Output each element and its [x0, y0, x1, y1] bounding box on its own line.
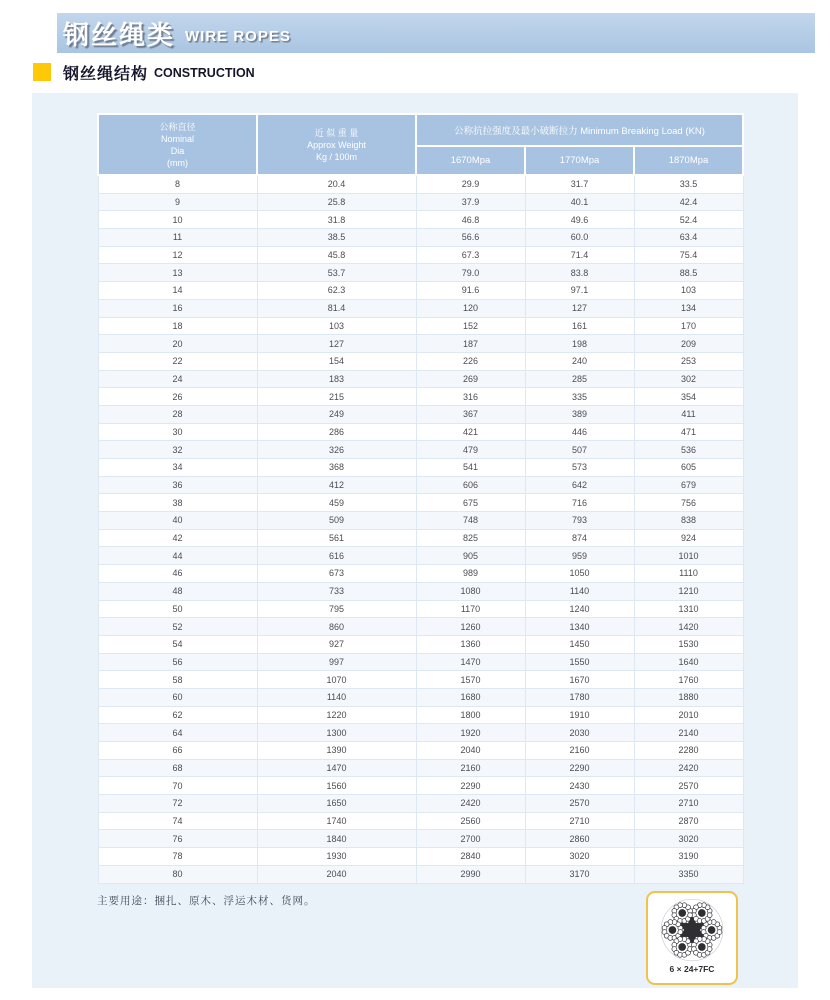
table-row [98, 812, 743, 830]
table-row [98, 246, 743, 264]
cell-diameter: 24 [98, 370, 257, 388]
cell-mbl-1770: 3020 [525, 848, 634, 866]
cell-diameter: 58 [98, 671, 257, 689]
cell-diameter: 66 [98, 742, 257, 760]
col-header-breaking-load: 公称抗拉强度及最小破断拉力 Minimum Breaking Load (KN) [416, 114, 743, 146]
cell-diameter: 40 [98, 512, 257, 530]
cell-mbl-1870: 1310 [634, 600, 743, 618]
cell-mbl-1870: 2870 [634, 812, 743, 830]
cell-mbl-1770: 2160 [525, 742, 634, 760]
cell-mbl-1670: 37.9 [416, 193, 525, 211]
cell-mbl-1770: 97.1 [525, 282, 634, 300]
section-title-en: CONSTRUCTION [154, 66, 255, 80]
cell-diameter: 8 [98, 175, 257, 193]
diameter-header-en2: Dia [170, 145, 185, 156]
cell-diameter: 64 [98, 724, 257, 742]
table-row [98, 671, 743, 689]
table-row [98, 529, 743, 547]
cell-diameter: 50 [98, 600, 257, 618]
cell-mbl-1770: 1910 [525, 706, 634, 724]
col-header-grade-1870: 1870Mpa [634, 146, 743, 175]
cell-mbl-1870: 2710 [634, 795, 743, 813]
cell-mbl-1770: 1450 [525, 635, 634, 653]
cell-mbl-1870: 33.5 [634, 175, 743, 193]
cell-weight: 20.4 [257, 175, 416, 193]
cell-mbl-1770: 71.4 [525, 246, 634, 264]
cell-mbl-1670: 316 [416, 388, 525, 406]
cell-diameter: 14 [98, 282, 257, 300]
cell-diameter: 18 [98, 317, 257, 335]
table-row [98, 405, 743, 423]
cell-mbl-1670: 152 [416, 317, 525, 335]
cell-weight: 45.8 [257, 246, 416, 264]
cell-weight: 2040 [257, 865, 416, 883]
rope-cross-section-icon [650, 895, 734, 965]
table-row [98, 618, 743, 636]
cell-mbl-1670: 1360 [416, 635, 525, 653]
cell-weight: 368 [257, 459, 416, 477]
cell-weight: 1220 [257, 706, 416, 724]
cell-mbl-1770: 2030 [525, 724, 634, 742]
cell-weight: 509 [257, 512, 416, 530]
cell-mbl-1870: 3020 [634, 830, 743, 848]
cell-mbl-1870: 75.4 [634, 246, 743, 264]
cell-mbl-1670: 1800 [416, 706, 525, 724]
cell-mbl-1670: 675 [416, 494, 525, 512]
table-row [98, 335, 743, 353]
cell-mbl-1870: 103 [634, 282, 743, 300]
cell-mbl-1770: 2430 [525, 777, 634, 795]
table-row [98, 459, 743, 477]
cell-mbl-1870: 1210 [634, 582, 743, 600]
spec-table-header [98, 114, 743, 175]
cell-diameter: 13 [98, 264, 257, 282]
table-row [98, 582, 743, 600]
cell-mbl-1670: 91.6 [416, 282, 525, 300]
table-row [98, 777, 743, 795]
cell-mbl-1670: 226 [416, 352, 525, 370]
cell-mbl-1770: 793 [525, 512, 634, 530]
cell-mbl-1770: 2290 [525, 759, 634, 777]
cell-mbl-1870: 471 [634, 423, 743, 441]
cell-mbl-1770: 40.1 [525, 193, 634, 211]
table-row [98, 724, 743, 742]
table-row [98, 865, 743, 883]
cell-diameter: 16 [98, 299, 257, 317]
cell-mbl-1670: 1080 [416, 582, 525, 600]
cell-weight: 1650 [257, 795, 416, 813]
cell-diameter: 56 [98, 653, 257, 671]
cell-mbl-1870: 2280 [634, 742, 743, 760]
cell-weight: 53.7 [257, 264, 416, 282]
table-row [98, 370, 743, 388]
table-row [98, 759, 743, 777]
cell-diameter: 72 [98, 795, 257, 813]
cell-mbl-1670: 46.8 [416, 211, 525, 229]
cell-mbl-1670: 2420 [416, 795, 525, 813]
cell-mbl-1670: 1470 [416, 653, 525, 671]
cell-mbl-1670: 56.6 [416, 229, 525, 247]
cell-weight: 25.8 [257, 193, 416, 211]
rope-construction-diagram [646, 891, 738, 985]
table-row [98, 476, 743, 494]
table-row [98, 352, 743, 370]
cell-mbl-1770: 49.6 [525, 211, 634, 229]
page-banner [57, 13, 815, 53]
diameter-header-en1: Nominal [160, 133, 194, 144]
table-row [98, 742, 743, 760]
cell-diameter: 60 [98, 688, 257, 706]
banner-title-en: WIRE ROPES [185, 27, 291, 45]
cell-diameter: 48 [98, 582, 257, 600]
cell-weight: 154 [257, 352, 416, 370]
cell-mbl-1670: 67.3 [416, 246, 525, 264]
cell-diameter: 36 [98, 476, 257, 494]
cell-mbl-1670: 2700 [416, 830, 525, 848]
usage-note: 主要用途：捆扎、原木、浮运木材、货网。 [97, 895, 316, 907]
diameter-header-zh: 公称直径 [159, 121, 196, 132]
cell-mbl-1870: 1420 [634, 618, 743, 636]
table-row [98, 848, 743, 866]
cell-weight: 249 [257, 405, 416, 423]
cell-mbl-1670: 367 [416, 405, 525, 423]
table-row [98, 512, 743, 530]
cell-mbl-1770: 240 [525, 352, 634, 370]
cell-mbl-1770: 198 [525, 335, 634, 353]
cell-mbl-1670: 748 [416, 512, 525, 530]
cell-mbl-1670: 79.0 [416, 264, 525, 282]
weight-header-unit: Kg / 100m [315, 151, 358, 162]
table-row [98, 423, 743, 441]
table-row [98, 565, 743, 583]
cell-mbl-1670: 905 [416, 547, 525, 565]
cell-mbl-1870: 52.4 [634, 211, 743, 229]
cell-weight: 1300 [257, 724, 416, 742]
cell-mbl-1670: 120 [416, 299, 525, 317]
cell-mbl-1770: 1340 [525, 618, 634, 636]
cell-mbl-1870: 209 [634, 335, 743, 353]
cell-mbl-1870: 2010 [634, 706, 743, 724]
cell-mbl-1770: 2570 [525, 795, 634, 813]
cell-mbl-1870: 1110 [634, 565, 743, 583]
cell-mbl-1770: 335 [525, 388, 634, 406]
cell-weight: 1740 [257, 812, 416, 830]
cell-mbl-1870: 63.4 [634, 229, 743, 247]
cell-mbl-1870: 302 [634, 370, 743, 388]
cell-mbl-1670: 29.9 [416, 175, 525, 193]
cell-diameter: 44 [98, 547, 257, 565]
col-header-grade-1670: 1670Mpa [416, 146, 525, 175]
cell-mbl-1670: 1680 [416, 688, 525, 706]
cell-diameter: 20 [98, 335, 257, 353]
cell-diameter: 46 [98, 565, 257, 583]
cell-weight: 673 [257, 565, 416, 583]
table-row [98, 193, 743, 211]
cell-mbl-1670: 825 [416, 529, 525, 547]
cell-mbl-1870: 679 [634, 476, 743, 494]
cell-weight: 62.3 [257, 282, 416, 300]
cell-weight: 412 [257, 476, 416, 494]
cell-weight: 860 [257, 618, 416, 636]
cell-diameter: 76 [98, 830, 257, 848]
cell-diameter: 38 [98, 494, 257, 512]
cell-mbl-1770: 1140 [525, 582, 634, 600]
cell-weight: 81.4 [257, 299, 416, 317]
yellow-bullet-icon [33, 63, 51, 81]
cell-weight: 31.8 [257, 211, 416, 229]
cell-mbl-1670: 2290 [416, 777, 525, 795]
table-row [98, 653, 743, 671]
cell-mbl-1670: 606 [416, 476, 525, 494]
weight-header-en1: Approx Weight [307, 139, 366, 150]
table-row [98, 600, 743, 618]
table-row [98, 830, 743, 848]
cell-weight: 183 [257, 370, 416, 388]
cell-mbl-1770: 1670 [525, 671, 634, 689]
table-row [98, 635, 743, 653]
table-row [98, 282, 743, 300]
spec-table-body [98, 175, 743, 883]
table-row [98, 229, 743, 247]
cell-diameter: 9 [98, 193, 257, 211]
weight-header-zh: 近 似 重 量 [314, 127, 359, 138]
cell-mbl-1670: 2840 [416, 848, 525, 866]
cell-diameter: 52 [98, 618, 257, 636]
cell-weight: 997 [257, 653, 416, 671]
cell-mbl-1770: 389 [525, 405, 634, 423]
cell-weight: 459 [257, 494, 416, 512]
cell-weight: 1390 [257, 742, 416, 760]
table-row [98, 211, 743, 229]
cell-mbl-1870: 3350 [634, 865, 743, 883]
cell-weight: 1840 [257, 830, 416, 848]
cell-mbl-1670: 1920 [416, 724, 525, 742]
cell-diameter: 42 [98, 529, 257, 547]
cell-mbl-1770: 161 [525, 317, 634, 335]
cell-diameter: 34 [98, 459, 257, 477]
cell-weight: 38.5 [257, 229, 416, 247]
cell-mbl-1870: 2140 [634, 724, 743, 742]
cell-mbl-1670: 269 [416, 370, 525, 388]
cell-mbl-1670: 2560 [416, 812, 525, 830]
cell-mbl-1770: 642 [525, 476, 634, 494]
cell-diameter: 68 [98, 759, 257, 777]
cell-mbl-1870: 2570 [634, 777, 743, 795]
cell-mbl-1770: 573 [525, 459, 634, 477]
cell-mbl-1770: 127 [525, 299, 634, 317]
cell-mbl-1870: 924 [634, 529, 743, 547]
cell-mbl-1670: 1570 [416, 671, 525, 689]
cell-weight: 127 [257, 335, 416, 353]
section-header [33, 62, 255, 82]
cell-diameter: 32 [98, 441, 257, 459]
cell-weight: 795 [257, 600, 416, 618]
col-header-diameter [98, 114, 257, 175]
cell-mbl-1870: 756 [634, 494, 743, 512]
cell-mbl-1770: 874 [525, 529, 634, 547]
cell-mbl-1870: 134 [634, 299, 743, 317]
cell-diameter: 28 [98, 405, 257, 423]
cell-mbl-1770: 2710 [525, 812, 634, 830]
table-row [98, 795, 743, 813]
cell-weight: 103 [257, 317, 416, 335]
cell-mbl-1870: 253 [634, 352, 743, 370]
cell-diameter: 22 [98, 352, 257, 370]
cell-mbl-1870: 605 [634, 459, 743, 477]
cell-mbl-1870: 1530 [634, 635, 743, 653]
cell-mbl-1670: 2990 [416, 865, 525, 883]
section-title-zh: 钢丝绳结构 [63, 65, 149, 83]
table-row [98, 706, 743, 724]
cell-mbl-1770: 285 [525, 370, 634, 388]
cell-mbl-1870: 1640 [634, 653, 743, 671]
cell-weight: 326 [257, 441, 416, 459]
table-row [98, 299, 743, 317]
cell-mbl-1670: 421 [416, 423, 525, 441]
cell-weight: 561 [257, 529, 416, 547]
cell-mbl-1670: 1260 [416, 618, 525, 636]
cell-mbl-1770: 83.8 [525, 264, 634, 282]
cell-diameter: 78 [98, 848, 257, 866]
cell-weight: 215 [257, 388, 416, 406]
cell-weight: 1560 [257, 777, 416, 795]
cell-diameter: 70 [98, 777, 257, 795]
cell-mbl-1770: 959 [525, 547, 634, 565]
cell-mbl-1870: 838 [634, 512, 743, 530]
cell-mbl-1670: 2040 [416, 742, 525, 760]
table-row [98, 494, 743, 512]
cell-mbl-1770: 1780 [525, 688, 634, 706]
table-row [98, 547, 743, 565]
cell-weight: 1930 [257, 848, 416, 866]
cell-mbl-1870: 3190 [634, 848, 743, 866]
cell-diameter: 12 [98, 246, 257, 264]
cell-mbl-1870: 170 [634, 317, 743, 335]
cell-weight: 616 [257, 547, 416, 565]
cell-mbl-1870: 1760 [634, 671, 743, 689]
cell-mbl-1870: 42.4 [634, 193, 743, 211]
cell-mbl-1870: 411 [634, 405, 743, 423]
cell-mbl-1870: 88.5 [634, 264, 743, 282]
table-row [98, 388, 743, 406]
cell-mbl-1770: 1550 [525, 653, 634, 671]
col-header-weight [257, 114, 416, 175]
cell-mbl-1870: 1880 [634, 688, 743, 706]
cell-weight: 286 [257, 423, 416, 441]
cell-weight: 1070 [257, 671, 416, 689]
cell-mbl-1670: 541 [416, 459, 525, 477]
construction-label: 6 × 24+7FC [669, 964, 715, 974]
cell-diameter: 10 [98, 211, 257, 229]
cell-mbl-1770: 507 [525, 441, 634, 459]
table-row [98, 264, 743, 282]
col-header-grade-1770: 1770Mpa [525, 146, 634, 175]
table-row [98, 317, 743, 335]
cell-weight: 927 [257, 635, 416, 653]
cell-mbl-1770: 446 [525, 423, 634, 441]
table-row [98, 175, 743, 193]
cell-weight: 733 [257, 582, 416, 600]
cell-mbl-1770: 716 [525, 494, 634, 512]
cell-mbl-1670: 1170 [416, 600, 525, 618]
diameter-header-unit: (mm) [167, 157, 188, 168]
banner-title-zh: 钢丝绳类 [63, 19, 176, 50]
cell-mbl-1870: 2420 [634, 759, 743, 777]
cell-diameter: 80 [98, 865, 257, 883]
cell-diameter: 74 [98, 812, 257, 830]
table-row [98, 441, 743, 459]
cell-mbl-1870: 536 [634, 441, 743, 459]
cell-mbl-1870: 1010 [634, 547, 743, 565]
cell-weight: 1470 [257, 759, 416, 777]
cell-mbl-1770: 31.7 [525, 175, 634, 193]
cell-diameter: 62 [98, 706, 257, 724]
cell-mbl-1770: 1240 [525, 600, 634, 618]
cell-diameter: 26 [98, 388, 257, 406]
table-row [98, 688, 743, 706]
cell-diameter: 30 [98, 423, 257, 441]
cell-mbl-1770: 60.0 [525, 229, 634, 247]
cell-diameter: 11 [98, 229, 257, 247]
cell-weight: 1140 [257, 688, 416, 706]
cell-mbl-1870: 354 [634, 388, 743, 406]
cell-mbl-1770: 2860 [525, 830, 634, 848]
cell-diameter: 54 [98, 635, 257, 653]
cell-mbl-1670: 2160 [416, 759, 525, 777]
cell-mbl-1670: 187 [416, 335, 525, 353]
cell-mbl-1770: 1050 [525, 565, 634, 583]
cell-mbl-1670: 479 [416, 441, 525, 459]
cell-mbl-1770: 3170 [525, 865, 634, 883]
spec-table [97, 113, 744, 884]
cell-mbl-1670: 989 [416, 565, 525, 583]
